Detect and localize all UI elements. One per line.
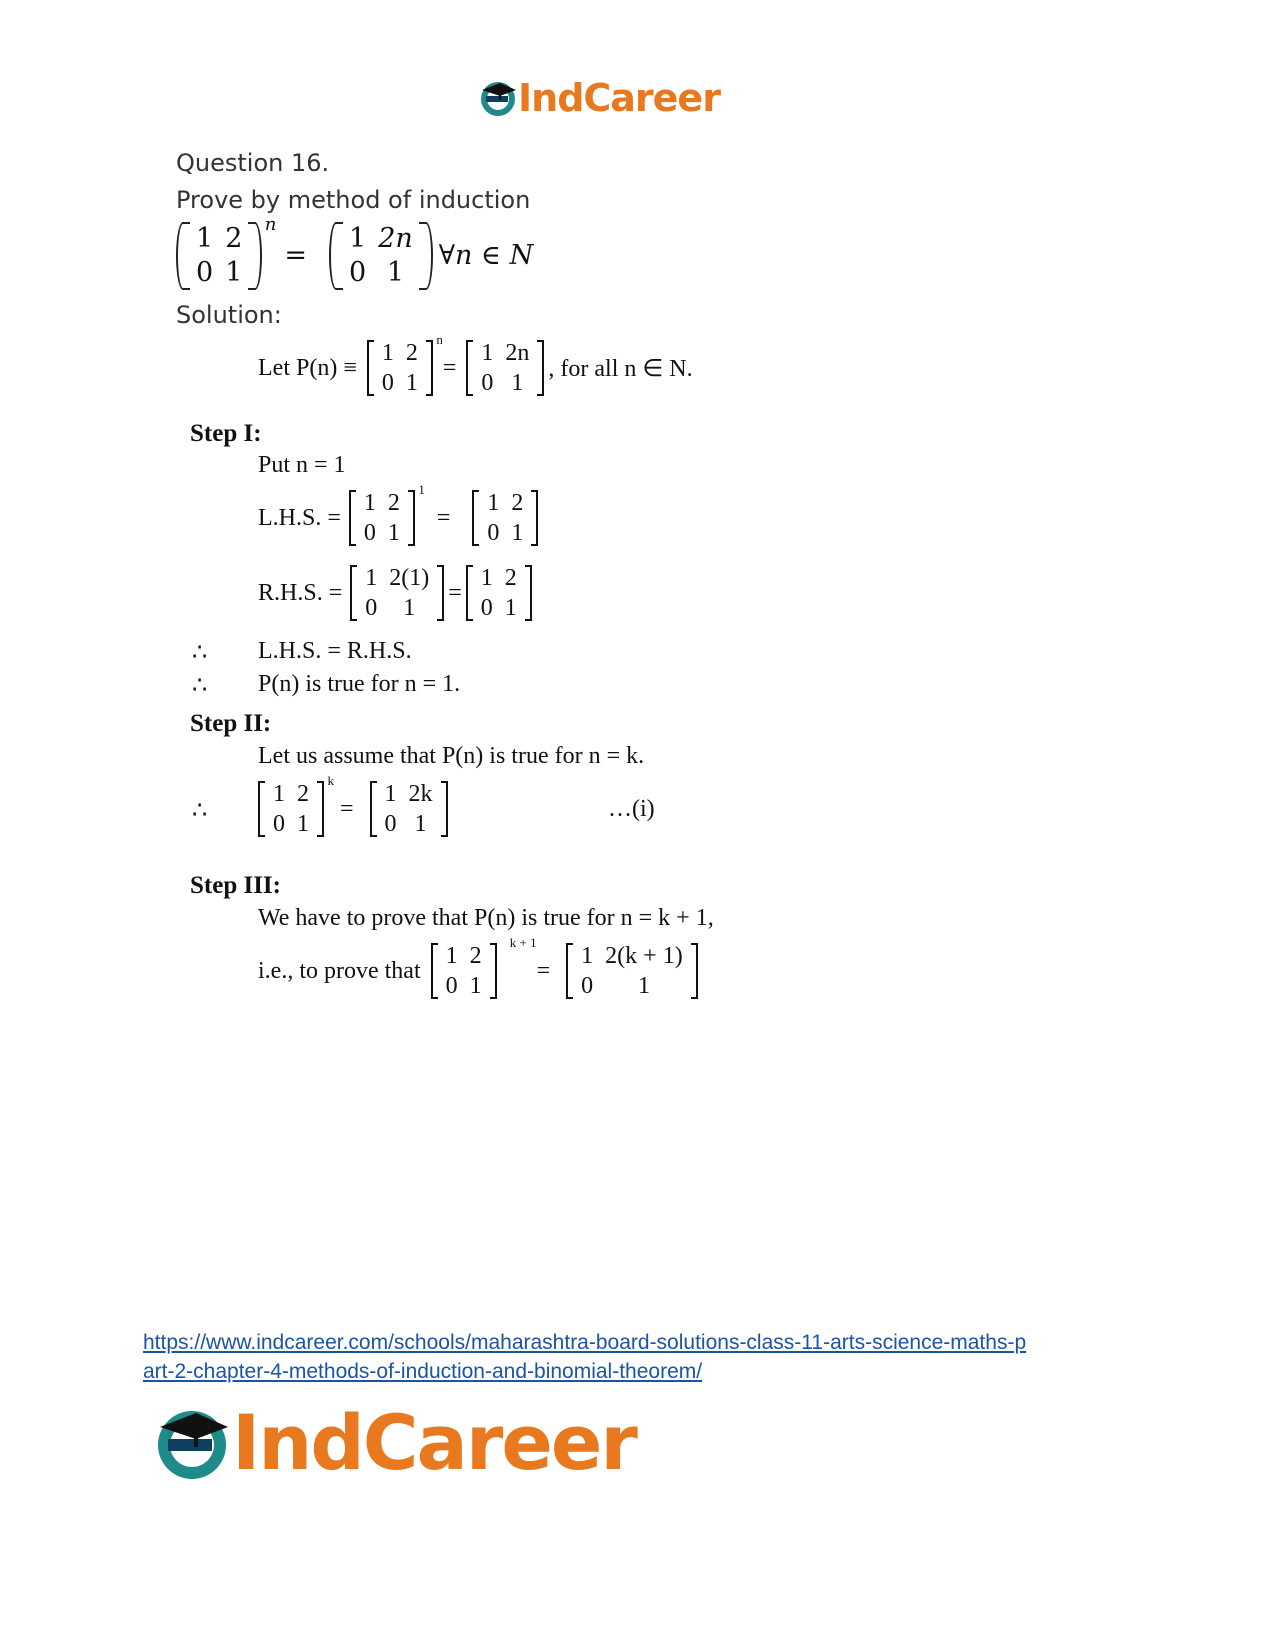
source-link[interactable] xyxy=(143,1328,1143,1386)
step1-lhs: L.H.S. = 1 2 0 1 1 = 1 2 0 1 xyxy=(258,488,538,548)
solution-label: Solution: xyxy=(176,301,282,329)
graduation-cap-icon xyxy=(478,78,518,118)
source-link-line2[interactable]: art-2-chapter-4-methods-of-induction-and-binomial-theorem/ xyxy=(143,1360,703,1383)
question-prompt: Prove by method of induction xyxy=(176,186,531,214)
brand-name: IndCareer xyxy=(518,76,720,120)
source-link-line1[interactable]: https://www.indcareer.com/schools/maharashtra-board-solutions-class-11-arts-science-maths-p xyxy=(143,1331,1027,1354)
matrix: 1 2(k + 1) 0 1 xyxy=(566,941,698,1001)
step2-equation: 1 2 0 1 k = 1 2k 0 1 xyxy=(258,779,448,839)
equation-tag: …(i) xyxy=(608,796,655,822)
matrix: 1 2 0 1 k + 1 xyxy=(431,941,497,1001)
matrix: 1 2 0 1 xyxy=(466,563,532,623)
step2-title: Step II: xyxy=(190,710,272,737)
step1-conclusion2: P(n) is true for n = 1. xyxy=(258,671,461,697)
question-title: Question 16. xyxy=(176,149,330,177)
brand-name: IndCareer xyxy=(232,1398,636,1487)
step1-conclusion1: L.H.S. = R.H.S. xyxy=(258,638,412,664)
therefore-symbol: ∴ xyxy=(192,640,208,666)
step1-put: Put n = 1 xyxy=(258,452,346,478)
matrix: 1 2 0 1 n xyxy=(176,222,262,290)
matrix: 1 2n 0 1 xyxy=(466,338,544,398)
matrix: 1 2(1) 0 1 xyxy=(350,563,444,623)
step3-title: Step III: xyxy=(190,872,281,899)
header-logo xyxy=(478,76,720,120)
step1-rhs: R.H.S. = 1 2(1) 0 1 = 1 2 0 1 xyxy=(258,563,532,623)
step1-title: Step I: xyxy=(190,420,262,447)
matrix: 1 2 0 1 n xyxy=(367,338,433,398)
graduation-cap-icon xyxy=(152,1403,232,1483)
step3-equation: i.e., to prove that 1 2 0 1 k + 1 = 1 2(k + 1) 0 1 xyxy=(258,941,698,1001)
step2-assume: Let us assume that P(n) is true for n = k. xyxy=(258,743,645,769)
matrix: 1 2k 0 1 xyxy=(370,779,448,839)
step3-prove: We have to prove that P(n) is true for n = k + 1, xyxy=(258,905,714,931)
footer-logo xyxy=(152,1398,636,1487)
matrix: 1 2 0 1 k xyxy=(258,779,324,839)
therefore-symbol: ∴ xyxy=(192,798,208,824)
matrix: 1 2 0 1 xyxy=(472,488,538,548)
therefore-symbol: ∴ xyxy=(192,673,208,699)
question-equation: 1 2 0 1 n = 1 2n 0 1 ∀n ∈ N xyxy=(176,222,533,290)
let-line: Let P(n) ≡ 1 2 0 1 n = 1 2n 0 1 , for all n ∈ N. xyxy=(258,332,693,396)
matrix: 1 2n 0 1 xyxy=(329,222,433,290)
forall-text: ∀n ∈ N xyxy=(438,240,534,272)
matrix: 1 2 0 1 1 xyxy=(349,488,415,548)
